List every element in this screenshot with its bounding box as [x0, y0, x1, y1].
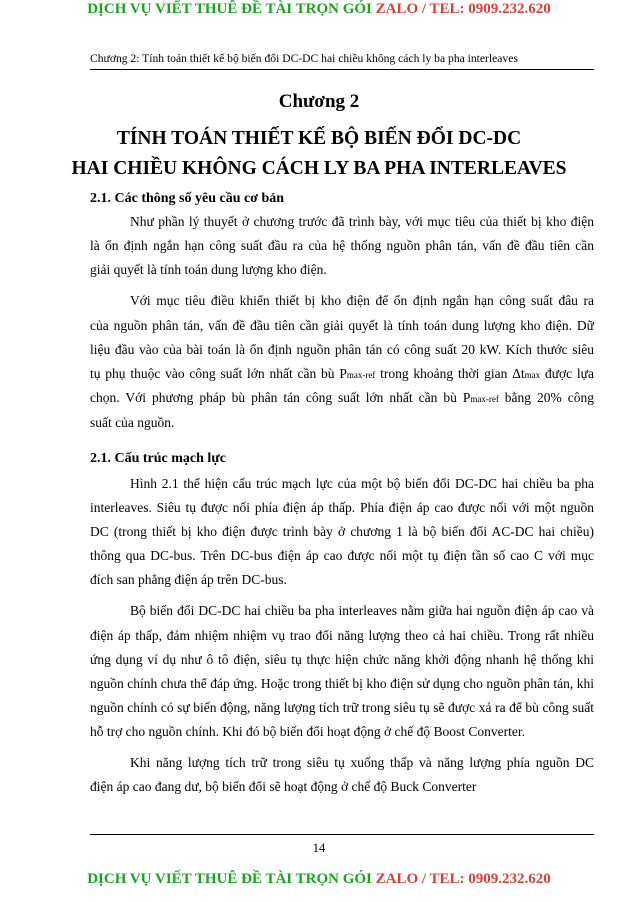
paragraph-line: Bộ biến đổi DC-DC hai chiều ba pha interleaves nằm giữa hai nguồn điện áp cao và [130, 603, 594, 618]
header-rule [90, 69, 594, 70]
subscript-max-ref: max-ref [470, 394, 499, 404]
paragraph-line: Khi năng lượng tích trữ trong siêu tụ xuống thấp và năng lượng phía nguồn DC [130, 755, 594, 770]
text-run: được lựa [540, 366, 594, 381]
top-banner [0, 1, 638, 18]
text-run: tụ phụ thuộc vào công suất lớn nhất cần bù P [90, 366, 347, 381]
running-header: Chương 2: Tính toán thiết kế bộ biến đổi DC-DC hai chiều không cách ly ba pha interleaves [90, 52, 518, 65]
paragraph-line [90, 364, 594, 384]
chapter-title-line-1: TÍNH TOÁN THIẾT KẾ BỘ BIẾN ĐỔI DC-DC [116, 128, 522, 149]
text-run: trong khoảng thời gian Δt [375, 366, 525, 381]
banner-service-text: DỊCH VỤ VIẾT THUÊ ĐỀ TÀI TRỌN GÓI [87, 1, 372, 17]
subscript-max: max [524, 370, 541, 380]
paragraph-line: của nguồn phân tán, vấn đề đầu tiên cần giải quyết là tính toán dung lượng kho điện. Dữ [90, 318, 594, 333]
chapter-number: Chương 2 [278, 91, 360, 112]
paragraph-line: Hình 2.1 thể hiện cấu trúc mạch lực của một bộ biến đổi DC-DC hai chiều ba pha [130, 476, 594, 491]
paragraph-line: hỗ trợ cho nguồn chính. Khi đó bộ biến đổi hoạt động ở chế độ Boost Converter. [90, 724, 525, 739]
banner-contact-text: ZALO / TEL: 0909.232.620 [371, 1, 551, 17]
paragraph-line: điện áp thấp, đảm nhiệm nhiệm vụ trao đổi năng lượng theo cả hai chiều. Trong rất nhiều [90, 628, 594, 643]
text-run: chọn. Với phương pháp bù phân tán công suất lớn nhất cần bù P [90, 390, 471, 405]
paragraph-line: nguồn chính có sự biến động, năng lượng tích trữ trong siêu tụ sẽ được xả ra để bù công suất [90, 700, 594, 715]
paragraph-line: liệu đầu vào của bài toán là ổn định nguồn phân tán có công suất 20 kW. Kích thước siêu [90, 342, 594, 357]
banner-service-text: DỊCH VỤ VIẾT THUÊ ĐỀ TÀI TRỌN GÓI [87, 871, 372, 887]
paragraph-line: DC (trong thiết bị kho điện được trình bày ở chương 1 là bộ biến đổi AC-DC hai chiều) [90, 524, 594, 539]
paragraph-line: Như phần lý thuyết ở chương trước đã trình bày, với mục tiêu của thiết bị kho điện [130, 214, 594, 229]
paragraph-line: nguồn chính chưa thể đáp ứng. Hoặc trong thiết bị kho điện sử dụng cho nguồn phân tán, khi [90, 676, 594, 691]
section-heading-power-circuit: 2.1. Cấu trúc mạch lực [90, 451, 226, 466]
section-heading-requirements: 2.1. Các thông số yêu cầu cơ bản [90, 191, 285, 206]
paragraph-line [90, 388, 594, 408]
paragraph-line: thông qua DC-bus. Trên DC-bus điện áp cao được nối một tụ điện tần số cao C với mục [90, 548, 594, 563]
text-run: bằng 20% công [498, 390, 595, 405]
paragraph-line: là ổn định ngắn hạn công suất đầu ra của hệ thống nguồn phân tán, vấn đề đầu tiên cần [90, 238, 594, 253]
paragraph-line: đích san phẳng điện áp trên DC-bus. [90, 572, 287, 587]
paragraph-line: điện áp cao đang dư, bộ biến đổi sẽ hoạt động ở chế độ Buck Converter [90, 779, 477, 794]
paragraph-line: suất của nguồn. [90, 415, 175, 430]
bottom-banner [0, 871, 638, 888]
paragraph-line: giải quyết là tính toán dung lượng kho điện. [90, 262, 327, 277]
page-number: 14 [312, 841, 326, 855]
paragraph-line: Với mục tiêu điều khiển thiết bị kho điện để ổn định ngắn hạn công suất đâu ra [130, 293, 594, 308]
banner-contact-text: ZALO / TEL: 0909.232.620 [371, 871, 551, 887]
footer-rule [90, 834, 594, 835]
chapter-title-line-2: HAI CHIỀU KHÔNG CÁCH LY BA PHA INTERLEAVES [71, 158, 567, 179]
paragraph-line: interleaves. Siêu tụ được nối phía điện áp thấp. Phía điện áp cao được nối với một nguồn [90, 500, 594, 515]
paragraph-line: ứng dụng ví dụ như ô tô điện, siêu tụ thực hiện chức năng khởi động nhanh hệ thống khi [90, 652, 594, 667]
subscript-max-ref: max-ref [346, 370, 376, 380]
